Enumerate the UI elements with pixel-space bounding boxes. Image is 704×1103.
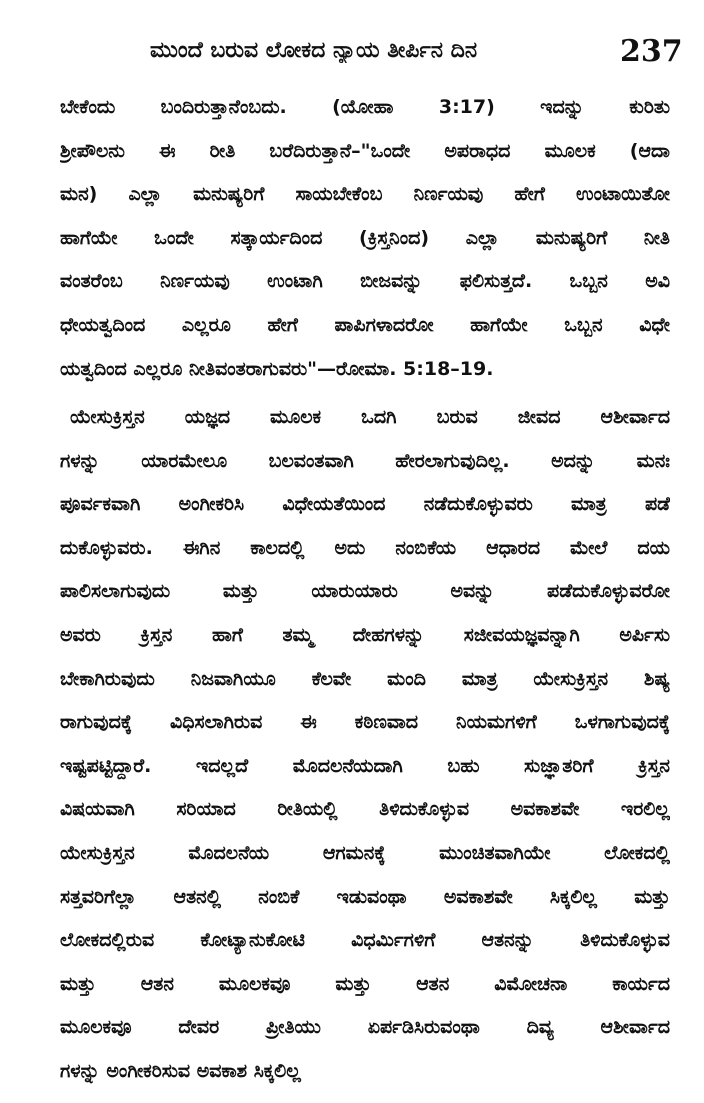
text-line: ಧೇಯತ್ವದಿಂದ ಎಲ್ಲರೂ ಹೇಗೆ ಪಾಪಿಗಳಾದರೋ ಹಾಗೆಯೇ ಒಬ್ಬನ ವಿಧೇ bbox=[60, 313, 670, 336]
text-line: ಪೂರ್ವಕವಾಗಿ ಅಂಗೀಕರಿಸಿ ವಿಧೇಯತೆಯಿಂದ ನಡೆದುಕೊಳ್ಳುವರು ಮಾತ್ರ ಪಡೆ bbox=[60, 493, 670, 516]
text-line: ಮತ್ತು ಆತನ ಮೂಲಕವೂ ಮತ್ತು ಆತನ ವಿಮೋಚನಾ ಕಾರ್ಯದ bbox=[60, 972, 670, 995]
text-line: ರಾಗುವುದಕ್ಕೆ ವಿಧಿಸಲಾಗಿರುವ ಈ ಕಠಿಣವಾದ ನಿಯಮಗಳಿಗೆ ಒಳಗಾಗುವುದಕ್ಕೆ bbox=[60, 711, 670, 734]
page-number: 237 bbox=[620, 34, 683, 69]
text-line: ವಿಷಯವಾಗಿ ಸರಿಯಾದ ರೀತಿಯಲ್ಲಿ ತಿಳಿದುಕೊಳ್ಳುವ ಅವಕಾಶವೇ ಇರಲಿಲ್ಲ bbox=[60, 798, 670, 821]
text-line: ವಂತರೆಂಬ ನಿರ್ಣಯವು ಉಂಟಾಗಿ ಬೀಜವನ್ನು ಫಲಿಸುತ್ತದೆ. ಒಬ್ಬನ ಅವಿ bbox=[60, 270, 670, 293]
paragraph-1 bbox=[60, 86, 670, 391]
text-line: ಪಾಲಿಸಲಾಗುವುದು ಮತ್ತು ಯಾರುಯಾರು ಅವನ್ನು ಪಡೆದುಕೊಳ್ಳುವರೋ bbox=[60, 580, 670, 603]
text-line: ಮನ) ಎಲ್ಲಾ ಮನುಷ್ಯರಿಗೆ ಸಾಯಬೇಕೆಂಬ ನಿರ್ಣಯವು ಹೇಗೆ ಉಂಟಾಯಿತೋ bbox=[60, 183, 670, 206]
text-line: ಗಳನ್ನು ಯಾರಮೇಲೂ ಬಲವಂತವಾಗಿ ಹೇರಲಾಗುವುದಿಲ್ಲ. ಅದನ್ನು ಮನಃ bbox=[60, 449, 670, 472]
text-line: ಯತ್ವದಿಂದ ಎಲ್ಲರೂ ನೀತಿವಂತರಾಗುವರು"—ರೋಮಾ. 5:18–19. bbox=[60, 357, 494, 380]
text-line: ದುಕೊಳ್ಳುವರು. ಈಗಿನ ಕಾಲದಲ್ಲಿ ಅದು ನಂಬಿಕೆಯ ಆಧಾರದ ಮೇಲೆ ದಯ bbox=[60, 536, 670, 559]
text-line: ಶ್ರೀಪೌಲನು ಈ ರೀತಿ ಬರೆದಿರುತ್ತಾನೆ–"ಒಂದೇ ಅಪರಾಧದ ಮೂಲಕ (ಆದಾ bbox=[60, 139, 670, 162]
paragraph-2 bbox=[60, 396, 670, 1094]
text-line: ಅವರು ಕ್ರಿಸ್ತನ ಹಾಗೆ ತಮ್ಮ ದೇಹಗಳನ್ನು ಸಜೀವಯಜ್ಞವನ್ನಾಗಿ ಅರ್ಪಿಸು bbox=[60, 623, 670, 646]
text-line: ಗಳನ್ನು ಅಂಗೀಕರಿಸುವ ಅವಕಾಶ ಸಿಕ್ಕಲಿಲ್ಲ bbox=[60, 1059, 301, 1082]
text-line: ಬೇಕೆಂದು ಬಂದಿರುತ್ತಾನೆಂಬದು. (ಯೋಹಾ 3:17) ಇದನ್ನು ಕುರಿತು bbox=[60, 96, 670, 118]
text-line: ಇಷ್ಟಪಟ್ಟಿದ್ದಾರೆ. ಇದಲ್ಲದೆ ಮೊದಲನೆಯದಾಗಿ ಬಹು ಸುಜ್ಞಾತರಿಗೆ ಕ್ರಿಸ್ತನ bbox=[60, 754, 670, 777]
text-line: ಸತ್ತವರಿಗೆಲ್ಲಾ ಆತನಲ್ಲಿ ನಂಬಿಕೆ ಇಡುವಂಥಾ ಅವಕಾಶವೇ ಸಿಕ್ಕಲಿಲ್ಲ ಮತ್ತು bbox=[60, 885, 670, 908]
text-line: ಮೂಲಕವೂ ದೇವರ ಪ್ರೀತಿಯು ಏರ್ಪಡಿಸಿರುವಂಥಾ ದಿವ್ಯ ಆಶೀರ್ವಾದ bbox=[60, 1016, 670, 1039]
text-line: ಹಾಗೆಯೇ ಒಂದೇ ಸತ್ಕಾರ್ಯದಿಂದ (ಕ್ರಿಸ್ತನಿಂದ) ಎಲ್ಲಾ ಮನುಷ್ಯರಿಗೆ ನೀತಿ bbox=[60, 226, 670, 249]
text-line: ಯೇಸುಕ್ರಿಸ್ತನ ಯಜ್ಞದ ಮೂಲಕ ಒದಗಿ ಬರುವ ಜೀವದ ಆಶೀರ್ವಾದ bbox=[70, 406, 670, 428]
text-line: ಲೋಕದಲ್ಲಿರುವ ಕೋಟ್ಯಾನುಕೋಟಿ ವಿಧರ್ಮಿಗಳಿಗೆ ಆತನನ್ನು ತಿಳಿದುಕೊಳ್ಳುವ bbox=[60, 929, 670, 952]
text-line: ಬೇಕಾಗಿರುವುದು ನಿಜವಾಗಿಯೂ ಕೆಲವೇ ಮಂದಿ ಮಾತ್ರ ಯೇಸುಕ್ರಿಸ್ತನ ಶಿಷ್ಯ bbox=[60, 667, 670, 690]
text-line: ಯೇಸುಕ್ರಿಸ್ತನ ಮೊದಲನೆಯ ಆಗಮನಕ್ಕೆ ಮುಂಚಿತವಾಗಿಯೇ ಲೋಕದಲ್ಲಿ bbox=[60, 841, 670, 864]
running-title: ಮುಂದೆ ಬರುವ ಲೋಕದ ನ್ಯಾಯ ತೀರ್ಪಿನ ದಿನ bbox=[150, 38, 478, 63]
